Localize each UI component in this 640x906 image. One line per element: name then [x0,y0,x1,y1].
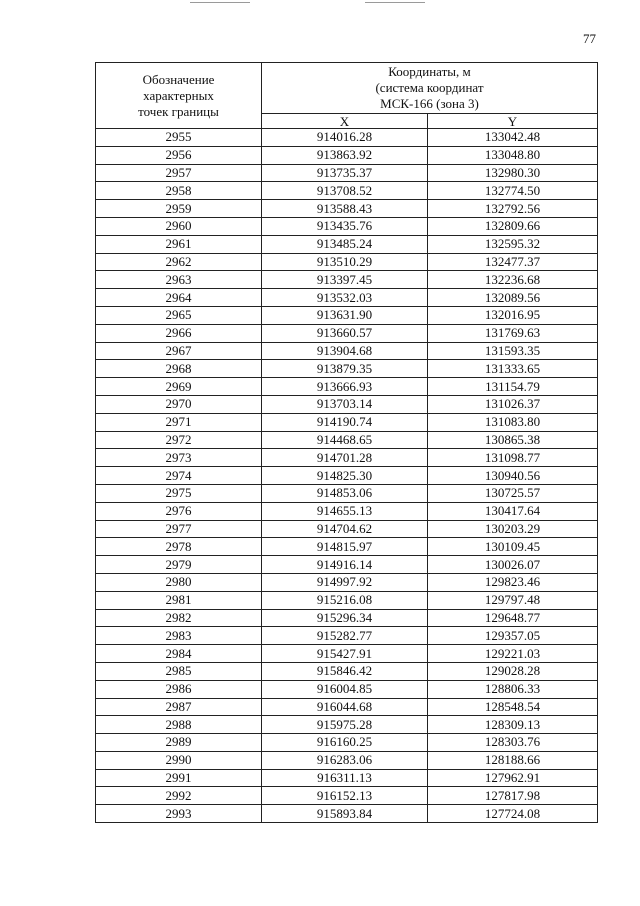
y-coordinate-cell: 133042.48 [428,129,598,147]
y-coordinate-cell: 129648.77 [428,609,598,627]
y-coordinate-cell: 128548.54 [428,698,598,716]
y-coordinate-cell: 130865.38 [428,431,598,449]
x-coordinate-cell: 913397.45 [262,271,428,289]
table-row [96,662,598,680]
header-point-label [96,63,262,129]
page-number: 77 [583,31,596,46]
x-coordinate-cell: 915216.08 [262,591,428,609]
point-id-cell: 2965 [96,306,262,324]
y-coordinate-cell: 130203.29 [428,520,598,538]
y-coordinate-cell: 132089.56 [428,289,598,307]
point-id-cell: 2990 [96,751,262,769]
table-row [96,502,598,520]
x-coordinate-cell: 914825.30 [262,467,428,485]
y-coordinate-cell: 129221.03 [428,645,598,663]
point-id-cell: 2989 [96,734,262,752]
y-coordinate-cell: 132774.50 [428,182,598,200]
x-coordinate-cell: 913904.68 [262,342,428,360]
y-coordinate-cell: 130026.07 [428,556,598,574]
table-row [96,627,598,645]
point-id-cell: 2959 [96,200,262,218]
x-coordinate-cell: 915282.77 [262,627,428,645]
x-coordinate-cell: 916152.13 [262,787,428,805]
y-coordinate-cell: 131098.77 [428,449,598,467]
x-coordinate-cell: 914704.62 [262,520,428,538]
x-coordinate-cell: 914701.28 [262,449,428,467]
point-id-cell: 2963 [96,271,262,289]
y-coordinate-cell: 132980.30 [428,164,598,182]
x-coordinate-cell: 916044.68 [262,698,428,716]
x-coordinate-cell: 914016.28 [262,129,428,147]
x-coordinate-cell: 914190.74 [262,413,428,431]
point-id-cell: 2986 [96,680,262,698]
table-row [96,235,598,253]
table-row [96,289,598,307]
y-coordinate-cell: 132595.32 [428,235,598,253]
table-row [96,253,598,271]
y-coordinate-cell: 131593.35 [428,342,598,360]
y-coordinate-cell: 131026.37 [428,395,598,413]
point-id-cell: 2992 [96,787,262,805]
table-row [96,556,598,574]
x-coordinate-cell: 913708.52 [262,182,428,200]
table-row [96,395,598,413]
x-coordinate-cell: 916283.06 [262,751,428,769]
x-coordinate-cell: 913666.93 [262,378,428,396]
y-coordinate-cell: 133048.80 [428,146,598,164]
table-row [96,716,598,734]
table-row [96,360,598,378]
point-id-cell: 2982 [96,609,262,627]
point-id-cell: 2968 [96,360,262,378]
x-coordinate-cell: 916311.13 [262,769,428,787]
x-coordinate-cell: 913879.35 [262,360,428,378]
point-id-cell: 2984 [96,645,262,663]
point-id-cell: 2960 [96,217,262,235]
point-id-cell: 2988 [96,716,262,734]
table-row [96,769,598,787]
table-row [96,645,598,663]
x-coordinate-cell: 916004.85 [262,680,428,698]
point-id-cell: 2971 [96,413,262,431]
y-coordinate-cell: 132792.56 [428,200,598,218]
point-id-cell: 2975 [96,484,262,502]
table-row [96,200,598,218]
coordinates-table [95,62,598,823]
table-row [96,734,598,752]
point-id-cell: 2955 [96,129,262,147]
point-id-cell: 2991 [96,769,262,787]
y-coordinate-cell: 128188.66 [428,751,598,769]
header-coordinates [262,63,598,114]
table-row [96,413,598,431]
table-row [96,271,598,289]
point-id-cell: 2985 [96,662,262,680]
table-row [96,378,598,396]
table-row [96,591,598,609]
point-id-cell: 2980 [96,573,262,591]
x-coordinate-cell: 913510.29 [262,253,428,271]
table-row [96,484,598,502]
x-coordinate-cell: 913703.14 [262,395,428,413]
header-coordinates-line: Координаты, м [388,64,471,79]
x-coordinate-cell: 913532.03 [262,289,428,307]
table-row [96,146,598,164]
point-id-cell: 2956 [96,146,262,164]
point-id-cell: 2977 [96,520,262,538]
table-row [96,449,598,467]
table-row [96,467,598,485]
header-point-label-line: Обозначение [142,71,215,87]
point-id-cell: 2964 [96,289,262,307]
y-coordinate-cell: 131083.80 [428,413,598,431]
point-id-cell: 2974 [96,467,262,485]
y-coordinate-cell: 129028.28 [428,662,598,680]
y-coordinate-cell: 130940.56 [428,467,598,485]
header-y: Y [428,114,598,129]
table-header [96,63,598,129]
table-row [96,751,598,769]
x-coordinate-cell: 915427.91 [262,645,428,663]
table-body [96,129,598,823]
y-coordinate-cell: 128806.33 [428,680,598,698]
x-coordinate-cell: 913631.90 [262,306,428,324]
table-row [96,217,598,235]
point-id-cell: 2962 [96,253,262,271]
y-coordinate-cell: 127817.98 [428,787,598,805]
x-coordinate-cell: 914815.97 [262,538,428,556]
point-id-cell: 2973 [96,449,262,467]
scan-top-marks [0,0,640,6]
table-row [96,342,598,360]
point-id-cell: 2969 [96,378,262,396]
header-coordinates-line: (система координат [375,80,484,95]
table-row [96,787,598,805]
point-id-cell: 2983 [96,627,262,645]
y-coordinate-cell: 130725.57 [428,484,598,502]
table-row [96,680,598,698]
y-coordinate-cell: 132016.95 [428,306,598,324]
point-id-cell: 2993 [96,805,262,823]
table-row [96,573,598,591]
header-point-label-line: характерных [143,87,214,103]
y-coordinate-cell: 128309.13 [428,716,598,734]
table-row [96,698,598,716]
table-row [96,805,598,823]
point-id-cell: 2978 [96,538,262,556]
header-x: X [262,114,428,129]
x-coordinate-cell: 914853.06 [262,484,428,502]
y-coordinate-cell: 130109.45 [428,538,598,556]
y-coordinate-cell: 131769.63 [428,324,598,342]
x-coordinate-cell: 915893.84 [262,805,428,823]
table-row [96,431,598,449]
x-coordinate-cell: 914468.65 [262,431,428,449]
table-row [96,609,598,627]
point-id-cell: 2967 [96,342,262,360]
table-row [96,538,598,556]
x-coordinate-cell: 914997.92 [262,573,428,591]
header-point-label-line: точек границы [138,103,219,119]
point-id-cell: 2981 [96,591,262,609]
x-coordinate-cell: 914655.13 [262,502,428,520]
x-coordinate-cell: 913435.76 [262,217,428,235]
table-row [96,520,598,538]
y-coordinate-cell: 129797.48 [428,591,598,609]
point-id-cell: 2966 [96,324,262,342]
y-coordinate-cell: 127962.91 [428,769,598,787]
table-row [96,164,598,182]
point-id-cell: 2957 [96,164,262,182]
x-coordinate-cell: 916160.25 [262,734,428,752]
y-coordinate-cell: 129823.46 [428,573,598,591]
x-coordinate-cell: 915846.42 [262,662,428,680]
point-id-cell: 2961 [96,235,262,253]
y-coordinate-cell: 130417.64 [428,502,598,520]
y-coordinate-cell: 127724.08 [428,805,598,823]
point-id-cell: 2976 [96,502,262,520]
point-id-cell: 2972 [96,431,262,449]
point-id-cell: 2958 [96,182,262,200]
y-coordinate-cell: 131333.65 [428,360,598,378]
x-coordinate-cell: 913485.24 [262,235,428,253]
point-id-cell: 2979 [96,556,262,574]
y-coordinate-cell: 131154.79 [428,378,598,396]
y-coordinate-cell: 128303.76 [428,734,598,752]
table-row [96,129,598,147]
point-id-cell: 2970 [96,395,262,413]
y-coordinate-cell: 132477.37 [428,253,598,271]
x-coordinate-cell: 913735.37 [262,164,428,182]
y-coordinate-cell: 129357.05 [428,627,598,645]
x-coordinate-cell: 915975.28 [262,716,428,734]
y-coordinate-cell: 132236.68 [428,271,598,289]
table-row [96,324,598,342]
point-id-cell: 2987 [96,698,262,716]
table-row [96,306,598,324]
x-coordinate-cell: 915296.34 [262,609,428,627]
x-coordinate-cell: 913660.57 [262,324,428,342]
header-coordinates-line: МСК-166 (зона 3) [380,96,479,111]
x-coordinate-cell: 913588.43 [262,200,428,218]
x-coordinate-cell: 913863.92 [262,146,428,164]
y-coordinate-cell: 132809.66 [428,217,598,235]
table-row [96,182,598,200]
x-coordinate-cell: 914916.14 [262,556,428,574]
